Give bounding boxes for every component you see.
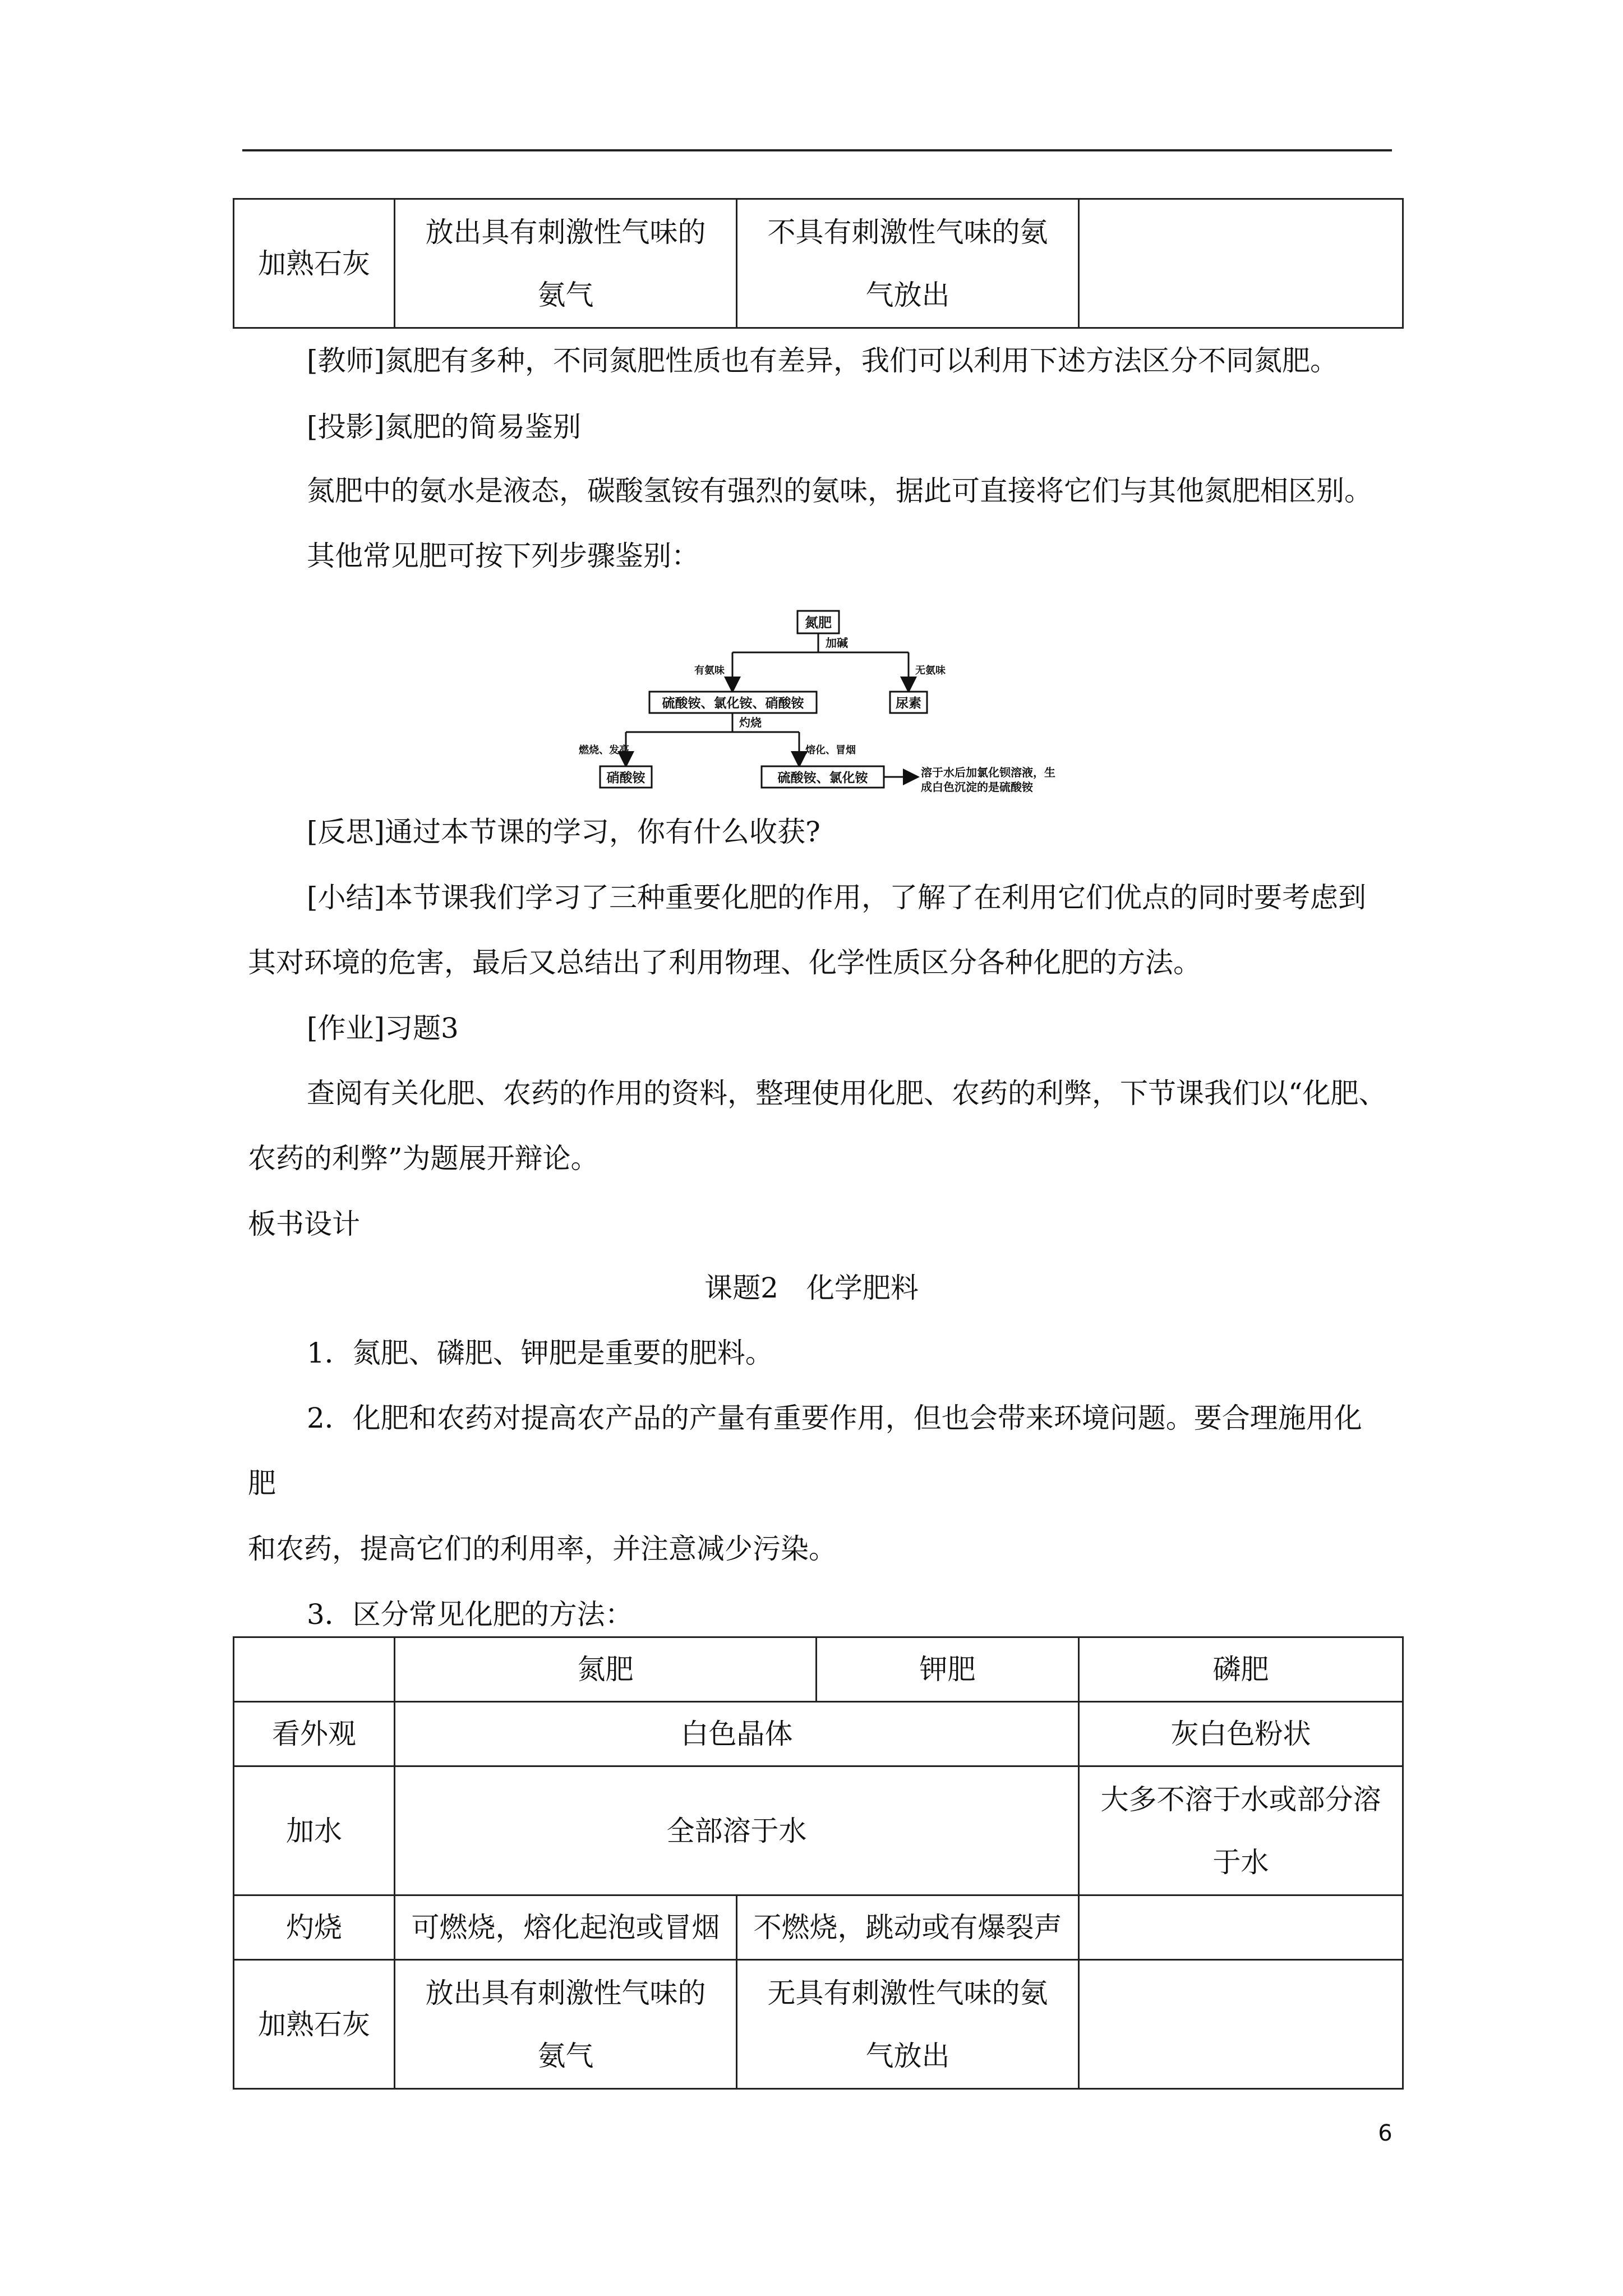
table-cell — [737, 199, 1079, 328]
cell-line: 氨气 — [537, 278, 594, 311]
table-cell — [737, 1960, 1079, 2089]
cell-line: 放出具有刺激性气味的 — [425, 1976, 706, 2009]
flowchart-diagram — [572, 609, 1133, 799]
header-cell-nitrogen: 氮肥 — [395, 1637, 999, 1702]
flow-note-line2: 成白色沉淀的是硫酸铵 — [921, 780, 1033, 794]
table-cell — [1079, 199, 1403, 328]
flow-note-line1: 溶于水后加氯化钡溶液，生 — [921, 766, 1055, 779]
table-row — [234, 1766, 1403, 1895]
table-cell: 灰白色粉状 — [1079, 1702, 1403, 1766]
flow-label-branch-yes: 有氨味 — [694, 665, 725, 677]
flow-label-burn-left: 燃烧、发亮 — [579, 744, 629, 756]
lesson-title: 课题2 化学肥料 — [704, 1272, 919, 1304]
paragraph-research-line2: 农药的利弊”为题展开辩论。 — [248, 1142, 599, 1175]
table-row — [234, 1637, 1403, 1702]
flow-label-branch-no: 无氨味 — [915, 665, 946, 677]
cell-line: 不具有刺激性气味的氨 — [767, 215, 1048, 249]
table-cell: 不燃烧，跳动或有爆裂声 — [737, 1895, 1079, 1960]
heading-board-design: 板书设计 — [248, 1208, 360, 1240]
table-cell — [395, 1960, 737, 2089]
header-cell-blank — [234, 1637, 395, 1702]
flow-label-root: 氮肥 — [805, 615, 832, 631]
flow-label-step1: 加碱 — [826, 636, 848, 650]
flow-label-burn-right: 熔化、冒烟 — [805, 744, 856, 756]
header-cell-phosphorus: 磷肥 — [1079, 1637, 1403, 1702]
cell-line: 气放出 — [865, 2039, 950, 2072]
table-cell: 可燃烧，熔化起泡或冒烟 — [395, 1895, 737, 1960]
flow-label-urea: 尿素 — [896, 696, 921, 711]
point-1: 1．氮肥、磷肥、钾肥是重要的肥料。 — [307, 1337, 773, 1369]
paragraph-reflect: [反思]通过本节课的学习，你有什么收获? — [307, 816, 820, 848]
cell-line: 于水 — [1212, 1846, 1269, 1879]
paragraph-research-line1: 查阅有关化肥、农药的作用的资料，整理使用化肥、农药的利弊，下节课我们以“化肥、 — [307, 1077, 1387, 1110]
table-cell — [1079, 1960, 1403, 2089]
paragraph-steps: 其他常见肥可按下列步骤鉴别： — [307, 540, 699, 572]
row-label: 加熟石灰 — [234, 1960, 395, 2089]
point-2-line3: 和农药，提高它们的利用率，并注意减少污染。 — [248, 1533, 837, 1565]
paragraph-teacher: [教师]氮肥有多种，不同氮肥性质也有差异，我们可以利用下述方法区分不同氮肥。 — [307, 344, 1339, 377]
table-row — [234, 1895, 1403, 1960]
point-3: 3．区分常见化肥的方法： — [307, 1598, 633, 1631]
point-2-line2: 肥 — [248, 1467, 276, 1499]
cell-line: 大多不溶于水或部分溶 — [1100, 1783, 1381, 1816]
header-cell-phosphorus: 磷肥 — [999, 1637, 1079, 1702]
table-fertilizer-methods — [233, 1636, 1404, 2090]
flow-label-nitrate: 硝酸铵 — [606, 771, 645, 785]
header-cell-potassium: 钾肥 — [817, 1637, 1079, 1702]
paragraph-summary-line2: 其对环境的危害，最后又总结出了利用物理、化学性质区分各种化肥的方法。 — [248, 946, 1201, 979]
page-number: 6 — [1378, 2120, 1393, 2146]
table-top — [233, 198, 1404, 329]
row-label: 加水 — [234, 1766, 395, 1895]
header-rule — [242, 149, 1392, 151]
row-label: 看外观 — [234, 1702, 395, 1766]
header-cell-nitrogen: 氮肥 — [395, 1637, 817, 1702]
flow-label-step2: 灼烧 — [739, 716, 762, 729]
paragraph-projection: [投影]氮肥的简易鉴别 — [307, 411, 582, 443]
paragraph-ammonia: 氮肥中的氨水是液态，碳酸氢铵有强烈的氨味，据此可直接将它们与其他氮肥相区别。 — [307, 475, 1372, 507]
table-fertilizer-header — [233, 1636, 1404, 1703]
flow-label-group2: 硫酸铵、氯化铵 — [777, 771, 868, 785]
point-2-line1: 2．化肥和农药对提高农产品的产量有重要作用，但也会带来环境问题。要合理施用化 — [307, 1402, 1362, 1434]
table-cell — [395, 199, 737, 328]
table-row — [234, 199, 1403, 328]
table-row — [234, 1702, 1403, 1766]
row-label: 加熟石灰 — [234, 199, 395, 328]
table-row — [234, 1960, 1403, 2089]
cell-line: 气放出 — [865, 278, 950, 311]
table-cell: 全部溶于水 — [395, 1766, 1079, 1895]
paragraph-summary-line1: [小结]本节课我们学习了三种重要化肥的作用，了解了在利用它们优点的同时要考虑到 — [307, 881, 1367, 914]
paragraph-homework: [作业]习题3 — [307, 1012, 459, 1045]
table-cell — [1079, 1895, 1403, 1960]
cell-line: 无具有刺激性气味的氨 — [767, 1976, 1048, 2009]
table-cell: 白色晶体 — [395, 1702, 1079, 1766]
row-label: 灼烧 — [234, 1895, 395, 1960]
flow-label-group1: 硫酸铵、氯化铵、硝酸铵 — [662, 696, 804, 711]
cell-line: 氨气 — [537, 2039, 594, 2072]
cell-line: 放出具有刺激性气味的 — [425, 215, 706, 249]
table-cell — [1079, 1766, 1403, 1895]
